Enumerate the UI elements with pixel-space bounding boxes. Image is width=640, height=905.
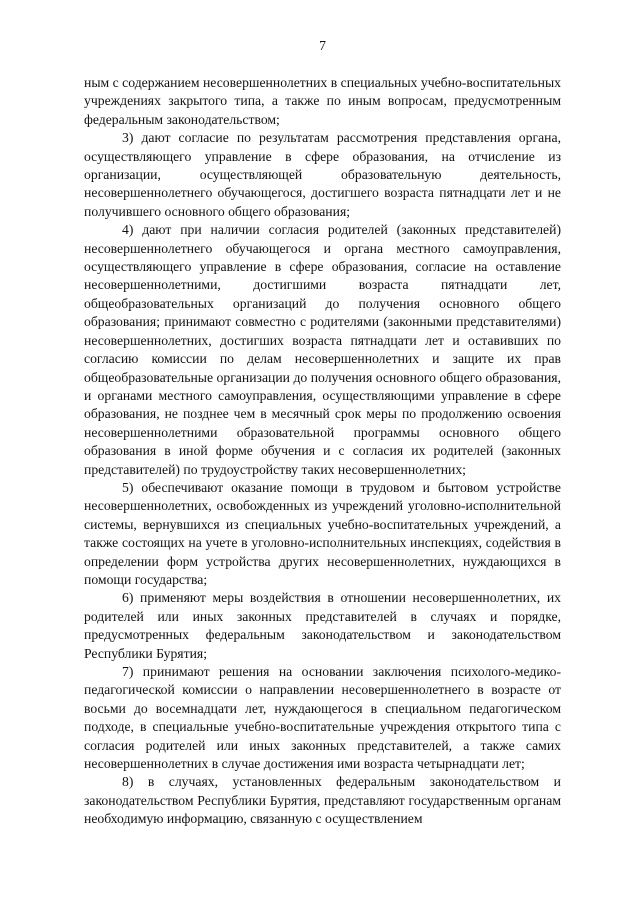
paragraph: 8) в случаях, установленных федеральным законодательством и законодательством Республики Бурятия, представляют государственным органам необходимую информацию, связанную с осуществлением <box>84 774 561 827</box>
document-body <box>84 74 561 829</box>
paragraph: 6) применяют меры воздействия в отношении несовершеннолетних, их родителей или иных законных представителей в случаях и порядке, предусмотренных федеральным законодательством и законодательством Республики Бурятия; <box>84 590 561 661</box>
paragraph: 4) дают при наличии согласия родителей (законных представителей) несовершеннолетнего обучающегося и органа местного самоуправления, осуществляющего управление в сфере образования, согласие на оставление несовершеннолетними, достигшими возраста пятнадцати лет, общеобразовательных организаций до получения основного общего образования; принимают совместно с родителями (законными представителями) несовершеннолетних, достигших возраста пятнадцати лет и оставивших по согласию комиссии по делам несовершеннолетних и защите их прав общеобразовательные организации до получения основного общего образования, и органами местного самоуправления, осуществляющими управление в сфере образования, не позднее чем в месячный срок меры по продолжению освоения несовершеннолетними образовательной программы основного общего образования в иной форме обучения и с согласия их родителей (законных представителей) по трудоустройству таких несовершеннолетних; <box>84 222 561 477</box>
paragraph: ным с содержанием несовершеннолетних в специальных учебно-воспитательных учреждениях закрытого типа, а также по иным вопросам, предусмотренным федеральным законодательством; <box>84 75 561 127</box>
paragraph: 3) дают согласие по результатам рассмотрения представления органа, осуществляющего управление в сфере образования, на отчисление из организации, осуществляющей образовательную деятельность, несовершеннолетнего обучающегося, достигшего возраста пятнадцати лет и не получившего основного общего образования; <box>84 130 561 219</box>
paragraph: 5) обеспечивают оказание помощи в трудовом и бытовом устройстве несовершеннолетних, освобожденных из учреждений уголовно-исполнительной системы, вернувшихся из специальных учебно-воспитательных учреждений, а также состоящих на учете в уголовно-исполнительных инспекциях, содействия в определении форм устройства других несовершеннолетних, нуждающихся в помощи государства; <box>84 479 561 587</box>
page-number: 7 <box>319 38 326 53</box>
paragraph: 7) принимают решения на основании заключения психолого-медико-педагогической комиссии о направлении несовершеннолетнего в возрасте от восьми до восемнадцати лет, нуждающегося в специальном педагогическом подходе, в специальные учебно-воспитательные учреждения открытого типа с согласия родителей или иных законных представителей, а также самих несовершеннолетних в случае достижения ими возраста четырнадцати лет; <box>84 664 561 772</box>
